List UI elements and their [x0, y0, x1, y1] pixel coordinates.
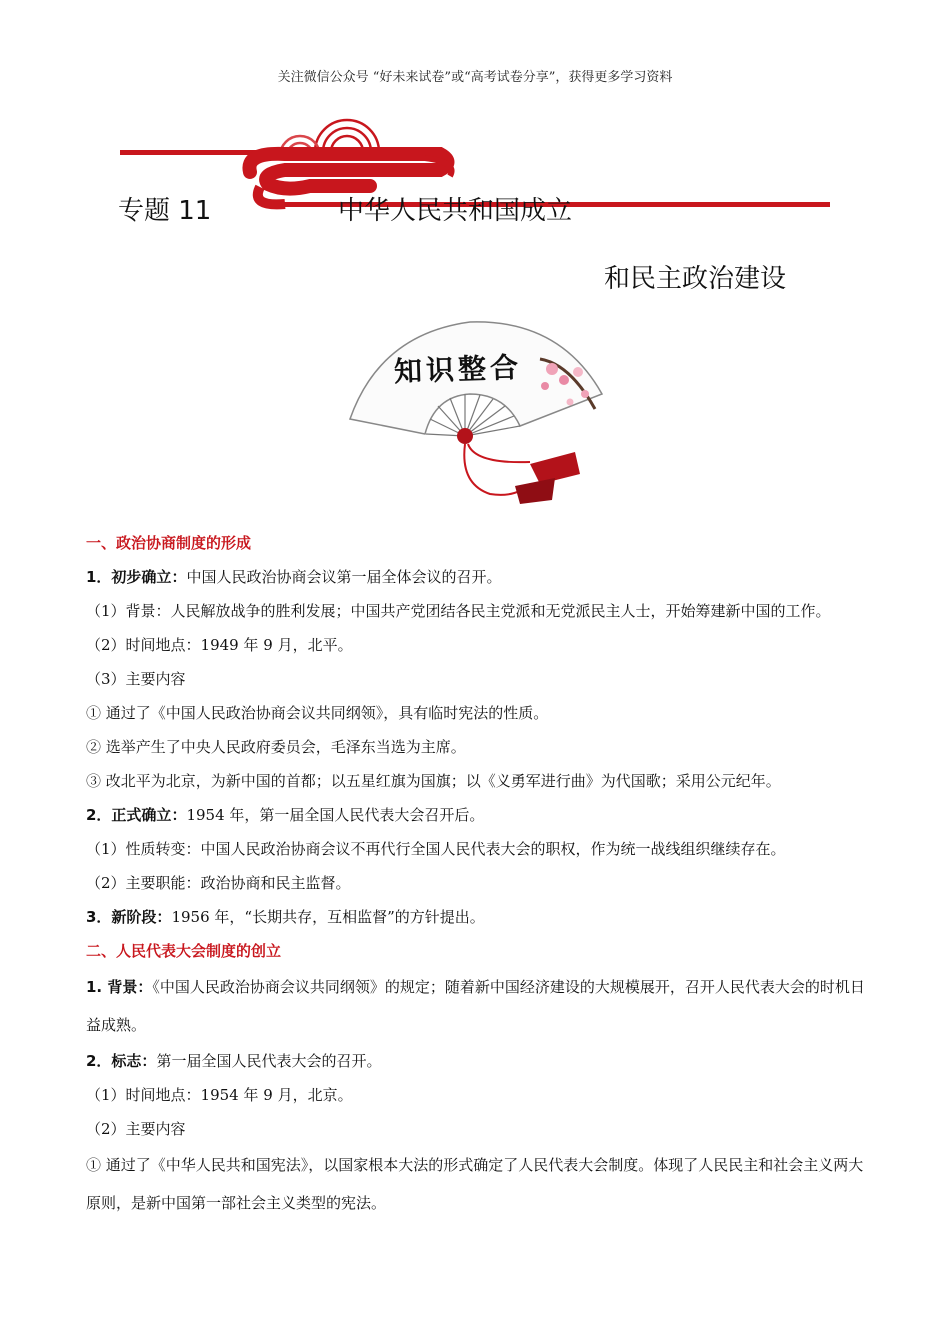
- page-title: 中华人民共和国成立: [338, 196, 573, 226]
- main-content: [86, 526, 876, 1222]
- item-label: 1．初步确立：: [86, 568, 187, 586]
- paragraph: [86, 968, 876, 1044]
- item-text: 1954 年，第一届全国人民代表大会召开后。: [186, 806, 485, 824]
- fan-illustration: [340, 314, 610, 514]
- item-text: 中国人民政治协商会议第一届全体会议的召开。: [186, 568, 502, 586]
- paragraph: （3）主要内容: [86, 670, 186, 688]
- knowledge-badge-text: 知识整合: [393, 350, 523, 389]
- item-text: 1956 年，“长期共存，互相监督”的方针提出。: [171, 908, 485, 926]
- section-heading-2: 二、人民代表大会制度的创立: [86, 942, 282, 960]
- section-heading-1: 一、政治协商制度的形成: [86, 534, 252, 552]
- paragraph: （1）背景：人民解放战争的胜利发展；中国共产党团结各民主党派和无党派民主人士，开始筹建新中国的工作。: [86, 602, 831, 620]
- paragraph: ② 选举产生了中央人民政府委员会，毛泽东当选为主席。: [86, 738, 466, 756]
- item-text: 《中国人民政治协商会议共同纲领》的规定；随着新中国经济建设的大规模展开，召开人民代表大会的时机日益成熟。: [86, 978, 865, 1034]
- paragraph: （2）主要职能：政治协商和民主监督。: [86, 874, 351, 892]
- paragraph: [86, 1044, 876, 1078]
- header-notice: 关注微信公众号 “好未来试卷”或“高考试卷分享”，获得更多学习资料: [277, 70, 673, 85]
- paragraph: [86, 798, 876, 832]
- paragraph: ① 通过了《中国人民政治协商会议共同纲领》，具有临时宪法的性质。: [86, 704, 549, 722]
- item-label: 2．正式确立：: [86, 806, 187, 824]
- paragraph: （1）性质转变：中国人民政治协商会议不再代行全国人民代表大会的职权，作为统一战线组织继续存在。: [86, 840, 786, 858]
- paragraph: （2）主要内容: [86, 1120, 186, 1138]
- paragraph: ① 通过了《中华人民共和国宪法》，以国家根本大法的形式确定了人民代表大会制度。体现了人民民主和社会主义两大原则，是新中国第一部社会主义类型的宪法。: [86, 1156, 864, 1212]
- item-label: 1. 背景：: [86, 978, 153, 996]
- item-label: 2．标志：: [86, 1052, 157, 1070]
- page-subtitle: 和民主政治建设: [604, 264, 787, 294]
- paragraph: （2）时间地点：1949 年 9 月，北平。: [86, 636, 353, 654]
- topic-number: 专题 11: [118, 196, 212, 226]
- paragraph: ③ 改北平为北京，为新中国的首都；以五星红旗为国旗；以《义勇军进行曲》为代国歌；采用公元纪年。: [86, 772, 781, 790]
- paragraph: [86, 900, 876, 934]
- item-label: 3．新阶段：: [86, 908, 172, 926]
- item-text: 第一届全国人民代表大会的召开。: [156, 1052, 382, 1070]
- paragraph: （1）时间地点：1954 年 9 月，北京。: [86, 1086, 353, 1104]
- paragraph: [86, 560, 876, 594]
